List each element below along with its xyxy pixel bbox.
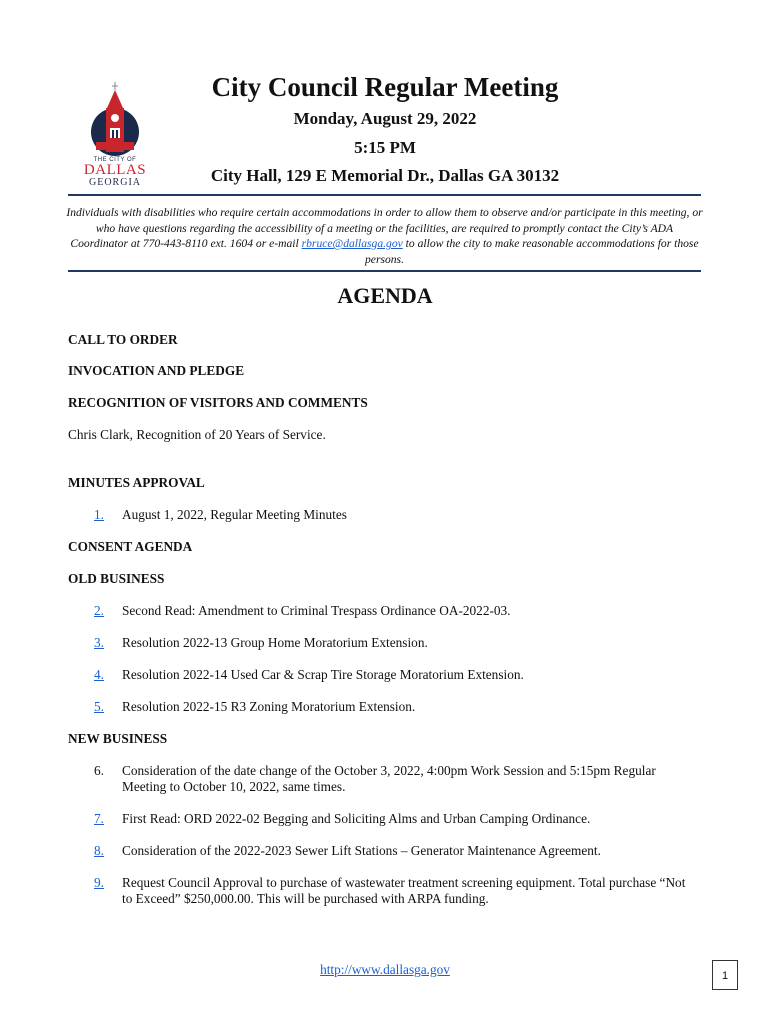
meeting-title: City Council Regular Meeting	[211, 72, 559, 102]
item-text: Consideration of the date change of the October 3, 2022, 4:00pm Work Session and 5:15pm Regular Meeting to October 10, 2022, same times.	[122, 763, 656, 794]
item-text: Resolution 2022-15 R3 Zoning Moratorium Extension.	[122, 699, 416, 714]
section-call-to-order: CALL TO ORDER	[68, 332, 178, 347]
notice-divider	[68, 270, 701, 272]
agenda-heading: AGENDA	[337, 283, 433, 308]
meeting-date: Monday, August 29, 2022	[293, 109, 477, 128]
item-link[interactable]: 1.	[94, 507, 104, 522]
footer-website-link[interactable]: http://www.dallasga.gov	[320, 962, 450, 977]
section-old-business: OLD BUSINESS	[68, 571, 165, 586]
meeting-time: 5:15 PM	[354, 138, 416, 157]
item-text: First Read: ORD 2022-02 Begging and Soliciting Alms and Urban Camping Ordinance.	[122, 811, 591, 826]
page-number: 1	[712, 960, 738, 990]
item-link[interactable]: 7.	[94, 811, 104, 826]
recognition-text: Chris Clark, Recognition of 20 Years of Service.	[68, 427, 326, 442]
item-link[interactable]: 9.	[94, 875, 104, 890]
section-new-business: NEW BUSINESS	[68, 731, 168, 746]
header-divider	[68, 194, 701, 196]
item-text: Consideration of the 2022-2023 Sewer Lift Stations – Generator Maintenance Agreement.	[122, 843, 601, 858]
item-link[interactable]: 4.	[94, 667, 104, 682]
item-link[interactable]: 2.	[94, 603, 104, 618]
item-text: Resolution 2022-14 Used Car & Scrap Tire Storage Moratorium Extension.	[122, 667, 524, 682]
logo-text-georgia: GEORGIA	[89, 177, 141, 188]
item-number: 6.	[94, 763, 104, 778]
item-text: August 1, 2022, Regular Meeting Minutes	[122, 507, 347, 522]
logo-text-dallas: DALLAS	[83, 162, 147, 178]
meeting-location: City Hall, 129 E Memorial Dr., Dallas GA 30132	[210, 166, 560, 185]
logo-text-city-of: THE CITY OF	[93, 157, 137, 163]
ada-notice	[66, 205, 703, 267]
section-invocation: INVOCATION AND PLEDGE	[68, 363, 245, 378]
ada-notice-text: Individuals with disabilities who require certain accommodations in order to allow them to observe and/or participate in this meeting, or who have questions regarding the accessibility of a meeting or the facilities, are required to promptly contact the City’s ADA Coordinator at 770-443-8110 ext. 1604 or e-mail	[66, 206, 703, 250]
section-minutes-approval: MINUTES APPROVAL	[68, 475, 205, 490]
item-link[interactable]: 5.	[94, 699, 104, 714]
item-link[interactable]: 3.	[94, 635, 104, 650]
section-recognition: RECOGNITION OF VISITORS AND COMMENTS	[68, 395, 368, 410]
item-link[interactable]: 8.	[94, 843, 104, 858]
item-text: Resolution 2022-13 Group Home Moratorium Extension.	[122, 635, 428, 650]
item-text: Second Read: Amendment to Criminal Trespass Ordinance OA-2022-03.	[122, 603, 511, 618]
ada-email-link[interactable]: rbruce@dallasga.gov	[301, 237, 403, 250]
item-text: Request Council Approval to purchase of wastewater treatment screening equipment. Total purchase “Not to Exceed” $250,000.00. This will be purchased with ARPA funding.	[122, 875, 686, 906]
ada-notice-text-end: to allow the city to make reasonable accommodations for those persons.	[365, 237, 699, 266]
section-consent-agenda: CONSENT AGENDA	[68, 539, 193, 554]
